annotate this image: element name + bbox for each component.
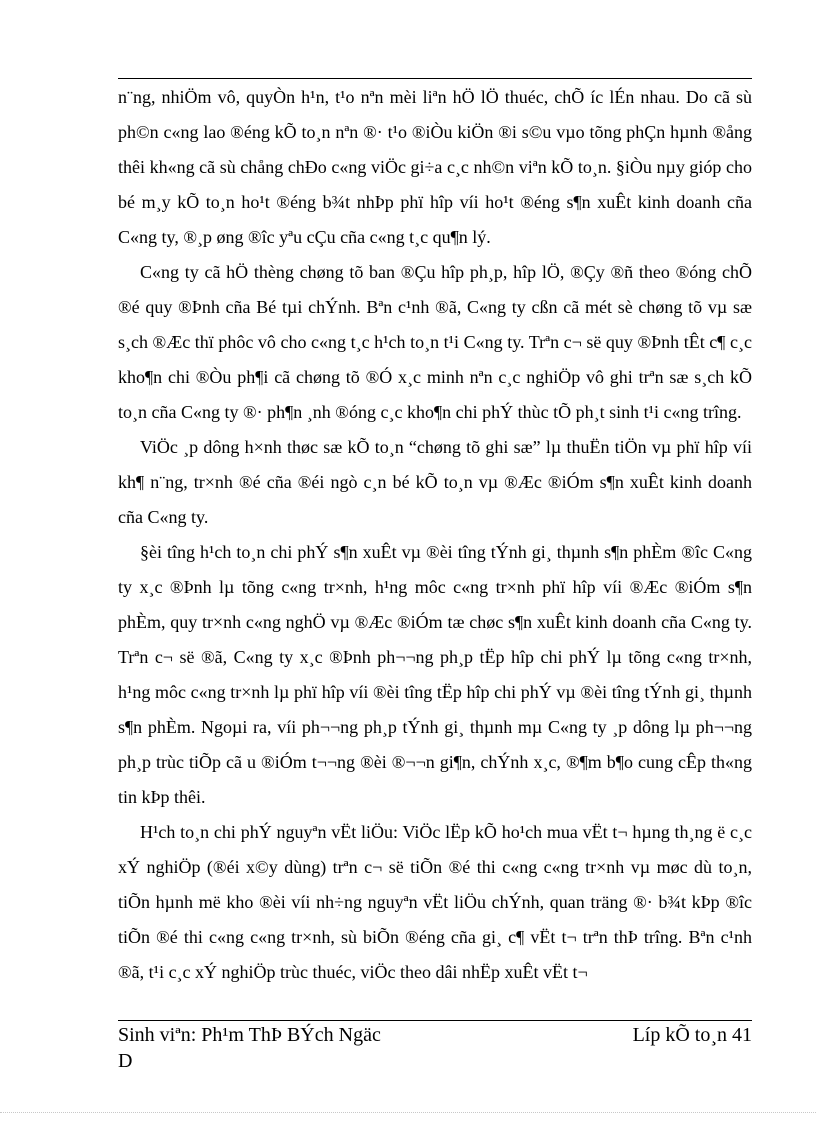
paragraph-1: n¨ng, nhiÖm vô, quyÒn h¹n, t¹o nªn mèi liªn hÖ lÖ thuéc, chÕ íc lÉn nhau. Do cã sù ph©n c«ng lao ®éng kÕ to¸n nªn ®· t¹o ®iÒu kiÖn ®i s©u vµo tõng phÇn hµnh ®ång thêi kh«ng cã sù chång chÐo c«ng viÖc gi÷a c¸c nh©n viªn kÕ to¸n. §iÒu nµy gióp cho bé m¸y kÕ to¸n ho¹t ®éng b¾t nhÞp phï hîp víi ho¹t ®éng s¶n xuÊt kinh doanh cña C«ng ty, ®¸p øng ®îc yªu cÇu cña c«ng t¸c qu¶n lý. (118, 87, 752, 247)
paragraph-3: ViÖc ¸p dông h×nh thøc sæ kÕ to¸n “chøng tõ ghi sæ” lµ thuËn tiÖn vµ phï hîp víi kh¶ n¨ng, tr×nh ®é cña ®éi ngò c¸n bé kÕ to¸n vµ ®Æc ®iÓm s¶n xuÊt kinh doanh cña C«ng ty. (118, 437, 752, 527)
paragraph-2: C«ng ty cã hÖ thèng chøng tõ ban ®Çu hîp ph¸p, hîp lÖ, ®Çy ®ñ theo ®óng chÕ ®é quy ®Þnh cña Bé tµi chÝnh. Bªn c¹nh ®ã, C«ng ty cßn cã mét sè chøng tõ vµ sæ s¸ch ®Æc thï phôc vô cho c«ng t¸c h¹ch to¸n t¹i C«ng ty. Trªn c¬ së quy ®Þnh tÊt c¶ c¸c kho¶n chi ®Òu ph¶i cã chøng tõ ®Ó x¸c minh nªn c¸c nghiÖp vô ghi trªn sæ s¸ch kÕ to¸n cña C«ng ty ®· ph¶n ¸nh ®óng c¸c kho¶n chi phÝ thùc tÕ ph¸t sinh t¹i c«ng trîng. (118, 262, 752, 422)
paragraph-5: H¹ch to¸n chi phÝ nguyªn vËt liÖu: ViÖc lËp kÕ ho¹ch mua vËt t¬ hµng th¸ng ë c¸c xÝ nghiÖp (®éi x©y dùng) trªn c¬ së tiÕn ®é thi c«ng c«ng tr×nh vµ møc dù to¸n, tiÕn hµnh më kho ®èi víi nh÷ng nguyªn vËt liÖu chÝnh, quan träng ®· b¾t kÞp ®îc tiÕn ®é thi c«ng c«ng tr×nh, sù biÕn ®éng cña gi¸ c¶ vËt t¬ trªn thÞ trîng. Bªn c¹nh ®ã, t¹i c¸c xÝ nghiÖp trùc thuéc, viÖc theo dâi nhËp xuÊt vËt t¬ (118, 822, 752, 982)
body-text (118, 80, 752, 990)
footer-continuation: D (118, 1050, 133, 1072)
header-rule (118, 78, 752, 79)
footer-student-name: Sinh viªn: Ph¹m ThÞ BÝch Ngäc (118, 1024, 381, 1046)
paragraph-4: §èi tîng h¹ch to¸n chi phÝ s¶n xuÊt vµ ®èi tîng tÝnh gi¸ thµnh s¶n phÈm ®îc C«ng ty x¸c ®Þnh lµ tõng c«ng tr×nh, h¹ng môc c«ng tr×nh phï hîp víi ®Æc ®iÓm s¶n phÈm, quy tr×nh c«ng nghÖ vµ ®Æc ®iÓm tæ chøc s¶n xuÊt kinh doanh cña C«ng ty. Trªn c¬ së ®ã, C«ng ty x¸c ®Þnh ph¬¬ng ph¸p tËp hîp chi phÝ lµ tõng c«ng tr×nh, h¹ng môc c«ng tr×nh lµ phï hîp víi ®èi tîng tËp hîp chi phÝ vµ ®èi tîng tÝnh gi¸ thµnh s¶n phÈm. Ngoµi ra, víi ph¬¬ng ph¸p tÝnh gi¸ thµnh mµ C«ng ty ¸p dông lµ ph¬¬ng ph¸p trùc tiÕp cã u ®iÓm t¬¬ng ®èi ®¬¬n gi¶n, chÝnh x¸c, ®¶m b¶o cung cÊp th«ng tin kÞp thêi. (118, 542, 752, 807)
page-bottom-border (0, 1112, 816, 1113)
footer-class-name: Líp kÕ to¸n 41 (632, 1024, 752, 1046)
footer-rule (118, 1020, 752, 1021)
page-footer (118, 1022, 752, 1074)
